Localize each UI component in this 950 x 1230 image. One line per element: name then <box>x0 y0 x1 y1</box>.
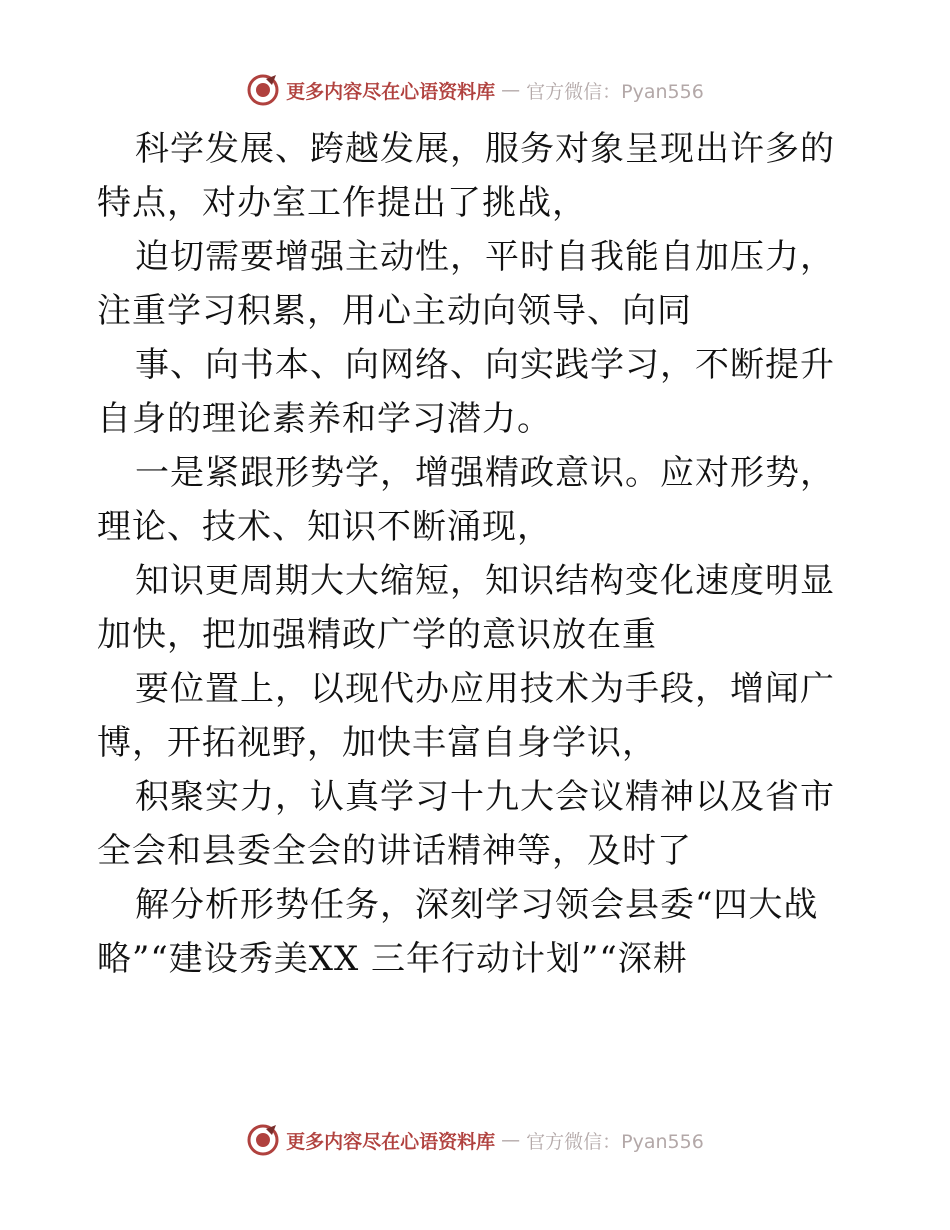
paragraph-1: 科学发展、跨越发展，服务对象呈现出许多的特点，对办室工作提出了挑战， <box>97 129 835 223</box>
footer-watermark-banner <box>0 1120 950 1160</box>
paragraph-2: 迫切需要增强主动性，平时自我能自加压力，注重学习积累，用心主动向领导、向同 <box>97 237 835 331</box>
banner-brand-text: 更多内容尽在心语资料库 <box>286 80 496 103</box>
paragraph-8: 解分析形势任务，深刻学习领会县委“四大战略”“建设秀美XX 三年行动计划”“深耕 <box>97 885 819 979</box>
paragraph-4: 一是紧跟形势学，增强精政意识。应对形势，理论、技术、知识不断涌现， <box>97 453 835 547</box>
paragraph-7: 积聚实力，认真学习十九大会议精神以及省市全会和县委全会的讲话精神等，及时了 <box>97 777 835 871</box>
banner-wechat-text: 官方微信：Pyan556 <box>526 80 704 103</box>
document-body <box>97 122 857 986</box>
banner-brand-text: 更多内容尽在心语资料库 <box>286 1130 496 1153</box>
paragraph-5: 知识更周期大大缩短，知识结构变化速度明显加快，把加强精政广学的意识放在重 <box>97 561 835 655</box>
banner-dash: — <box>501 79 521 101</box>
brand-logo-icon <box>246 1123 280 1157</box>
header-watermark-banner <box>0 70 950 110</box>
paragraph-3: 事、向书本、向网络、向实践学习，不断提升自身的理论素养和学习潜力。 <box>97 345 835 439</box>
paragraph-6: 要位置上，以现代办应用技术为手段，增闻广博，开拓视野，加快丰富自身学识， <box>97 669 835 763</box>
brand-logo-icon <box>246 73 280 107</box>
banner-dash: — <box>501 1129 521 1151</box>
banner-wechat-text: 官方微信：Pyan556 <box>526 1130 704 1153</box>
